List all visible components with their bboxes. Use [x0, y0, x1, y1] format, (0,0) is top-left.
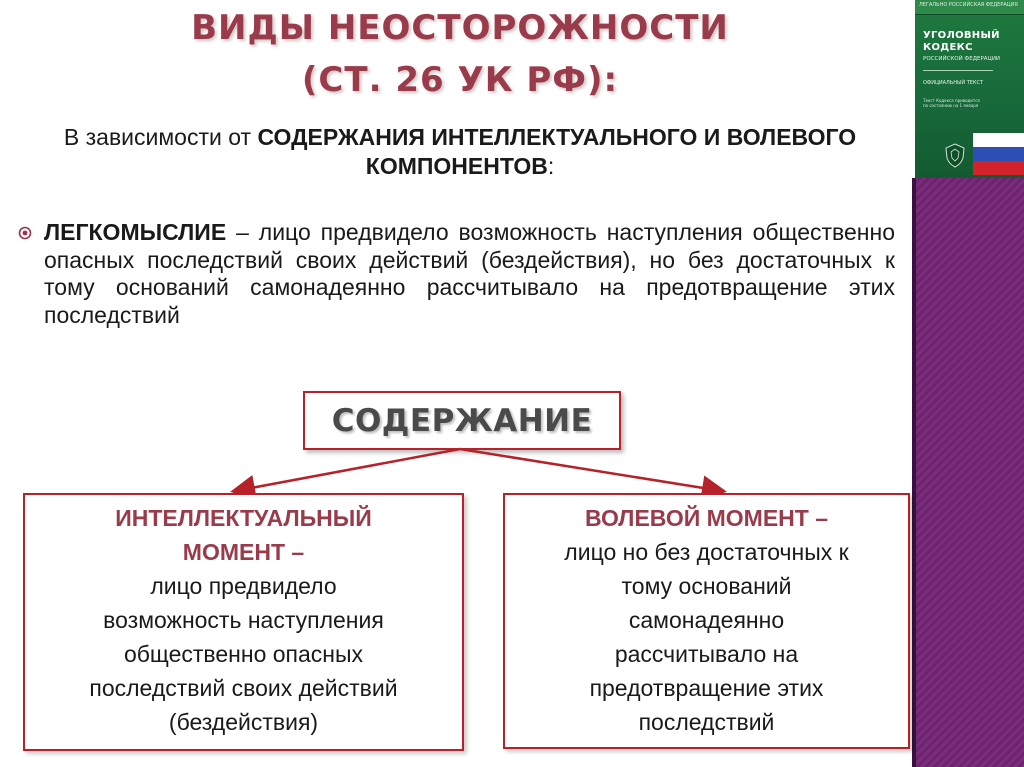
- content-box-label: СОДЕРЖАНИЕ: [331, 402, 593, 439]
- volitional-line: рассчитывало на: [614, 641, 799, 667]
- subtitle-prefix: В зависимости от: [63, 124, 258, 150]
- arrow-left: [235, 449, 460, 491]
- book-title-line2: КОДЕКС: [923, 42, 973, 53]
- intellectual-line: (бездействия): [168, 709, 319, 735]
- volitional-moment-box: [503, 493, 910, 749]
- definition-text: – лицо предвидело возможность наступления общественно опасных последствий своих действий (бездействия), но без достаточных к тому оснований самонадеянно рассчитывало на предотвращение этих последствий: [44, 219, 895, 328]
- volitional-line: самонадеянно: [628, 607, 785, 633]
- volitional-line: предотвращение этих: [589, 675, 824, 701]
- subtitle-bold: СОДЕРЖАНИЯ ИНТЕЛЛЕКТУАЛЬНОГО И ВОЛЕВОГО КОМПОНЕНТОВ: [257, 124, 857, 179]
- book-subtitle: РОССИЙСКОЙ ФЕДЕРАЦИИ: [923, 56, 1001, 62]
- volitional-line: последствий: [638, 709, 775, 735]
- book-fine-print: Текст Кодекса приводится по состоянию на 1 января: [923, 98, 980, 108]
- title-line1: ВИДЫ НЕОСТОРОЖНОСТИ: [191, 8, 729, 48]
- intellectual-heading-line2: МОМЕНТ –: [182, 539, 305, 565]
- book-title-line1: УГОЛОВНЫЙ: [923, 30, 1000, 41]
- title-line2: (СТ. 26 УК РФ):: [301, 60, 619, 100]
- intellectual-line: общественно опасных: [123, 641, 364, 667]
- intellectual-line: лицо предвидело: [150, 573, 337, 599]
- intellectual-moment-box: [23, 493, 464, 751]
- volitional-line: тому оснований: [621, 573, 792, 599]
- book-top-text: ЛЕГАЛЬНО РОССИЙСКАЯ ФЕДЕРАЦИЯ: [919, 2, 1018, 8]
- book-official-text: ОФИЦИАЛЬНЫЙ ТЕКСТ: [923, 80, 984, 86]
- intellectual-heading-line1: ИНТЕЛЛЕКТУАЛЬНЫЙ: [115, 505, 372, 531]
- intellectual-line: возможность наступления: [103, 607, 384, 633]
- volitional-line: лицо но без достаточных к: [564, 539, 849, 565]
- intellectual-line: последствий своих действий: [89, 675, 398, 701]
- subtitle-suffix: :: [547, 153, 555, 179]
- arrow-right: [460, 449, 722, 491]
- volitional-heading: ВОЛЕВОЙ МОМЕНТ –: [584, 505, 829, 531]
- definition-term: ЛЕГКОМЫСЛИЕ: [44, 219, 227, 245]
